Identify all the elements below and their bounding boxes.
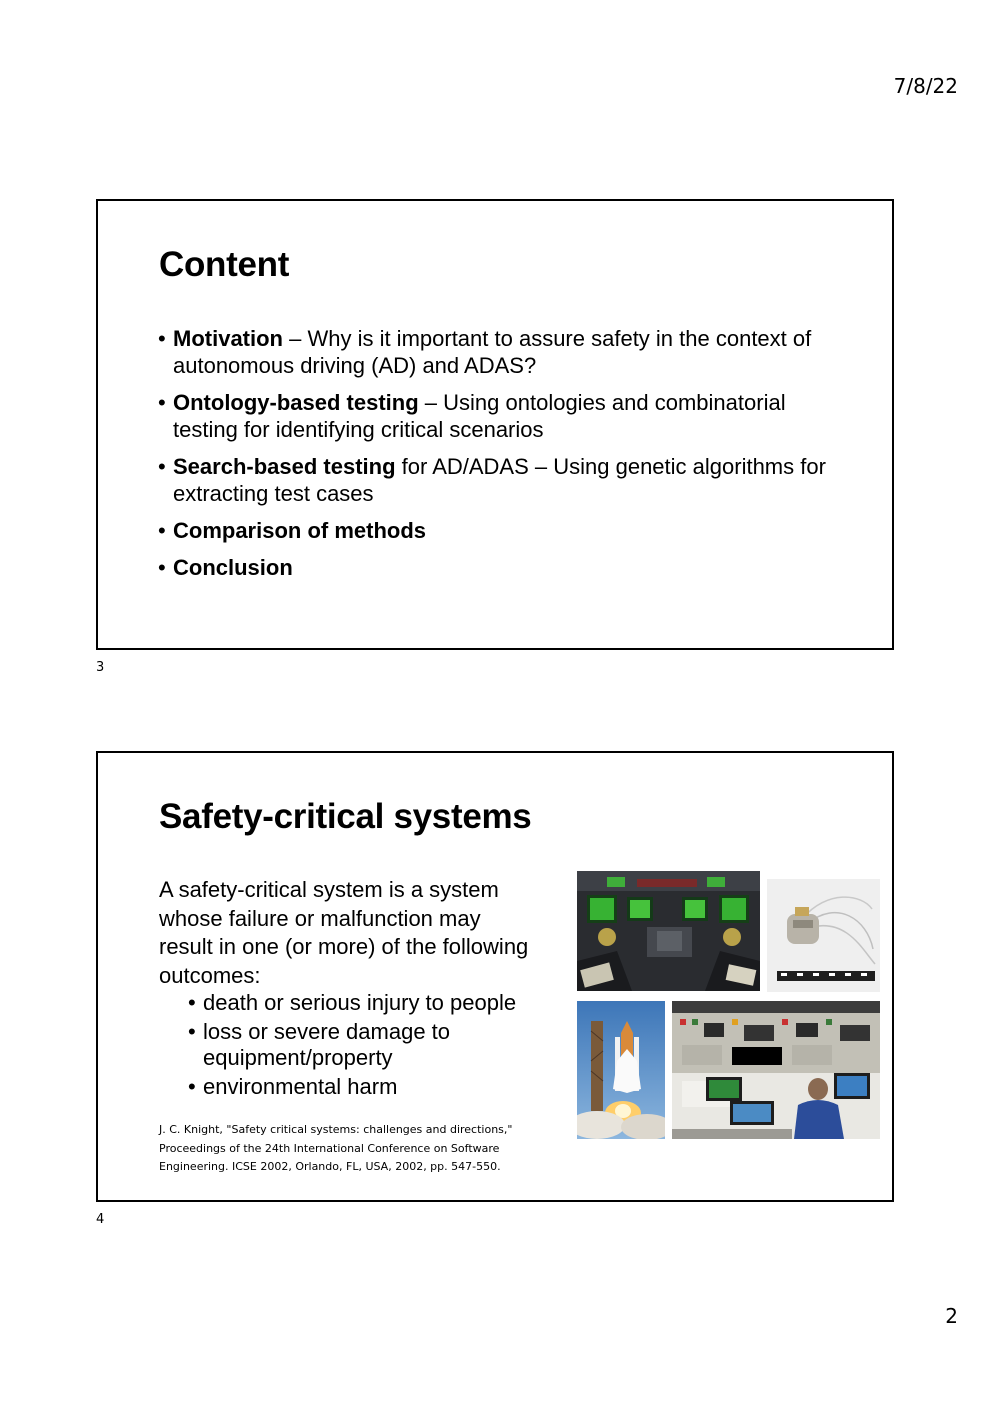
- bullet-text: – Why is it important to assure safety in the context of autonomous driving (AD) and ADAS?: [173, 326, 812, 378]
- page-number: 2: [945, 1304, 958, 1328]
- list-item: [158, 389, 848, 443]
- bullet-bold: Comparison of methods: [173, 518, 427, 543]
- bullet-bold: Search-based testing: [173, 454, 396, 479]
- slide-content: [96, 199, 894, 650]
- aircraft-cockpit-image: [577, 871, 760, 991]
- slide-intro-text: A safety-critical system is a system whose failure or malfunction may result in one (or more) of the following outcomes:: [159, 877, 529, 988]
- list-item: [158, 517, 848, 544]
- list-item: • death or serious injury to people: [188, 990, 548, 1016]
- bullet-text: for AD/ADAS – Using genetic algorithms for extracting test cases: [173, 454, 826, 506]
- bullet-bold: Ontology-based testing: [173, 390, 419, 415]
- list-item: • loss or severe damage to equipment/property: [188, 1019, 548, 1071]
- slide-number: 4: [96, 1212, 105, 1227]
- slide-safety-critical-systems: [96, 751, 894, 1202]
- list-item: [158, 453, 848, 507]
- bullet-list: [158, 325, 848, 591]
- bullet-bold: Conclusion: [173, 555, 293, 580]
- list-item: [158, 325, 848, 379]
- slide-title: Content: [159, 245, 290, 284]
- space-shuttle-launch-image: [577, 1001, 665, 1139]
- pacemaker-device-image: [767, 879, 880, 992]
- date-header: 7/8/22: [893, 74, 958, 98]
- slide-title: Safety-critical systems: [159, 797, 532, 836]
- list-item: [158, 554, 848, 581]
- reference-citation: J. C. Knight, "Safety critical systems: challenges and directions," Proceedings of the 24th International Conference on Software Engineering. ICSE 2002, Orlando, FL, USA, 2002, pp. 547-550.: [159, 1123, 513, 1173]
- slide-number: 3: [96, 660, 105, 675]
- list-item: • environmental harm: [188, 1074, 548, 1100]
- bullet-list: [188, 990, 548, 1103]
- bullet-text: – Using ontologies and combinatorial testing for identifying critical scenarios: [173, 390, 786, 442]
- bullet-bold: Motivation: [173, 326, 283, 351]
- control-room-image: [672, 1001, 880, 1139]
